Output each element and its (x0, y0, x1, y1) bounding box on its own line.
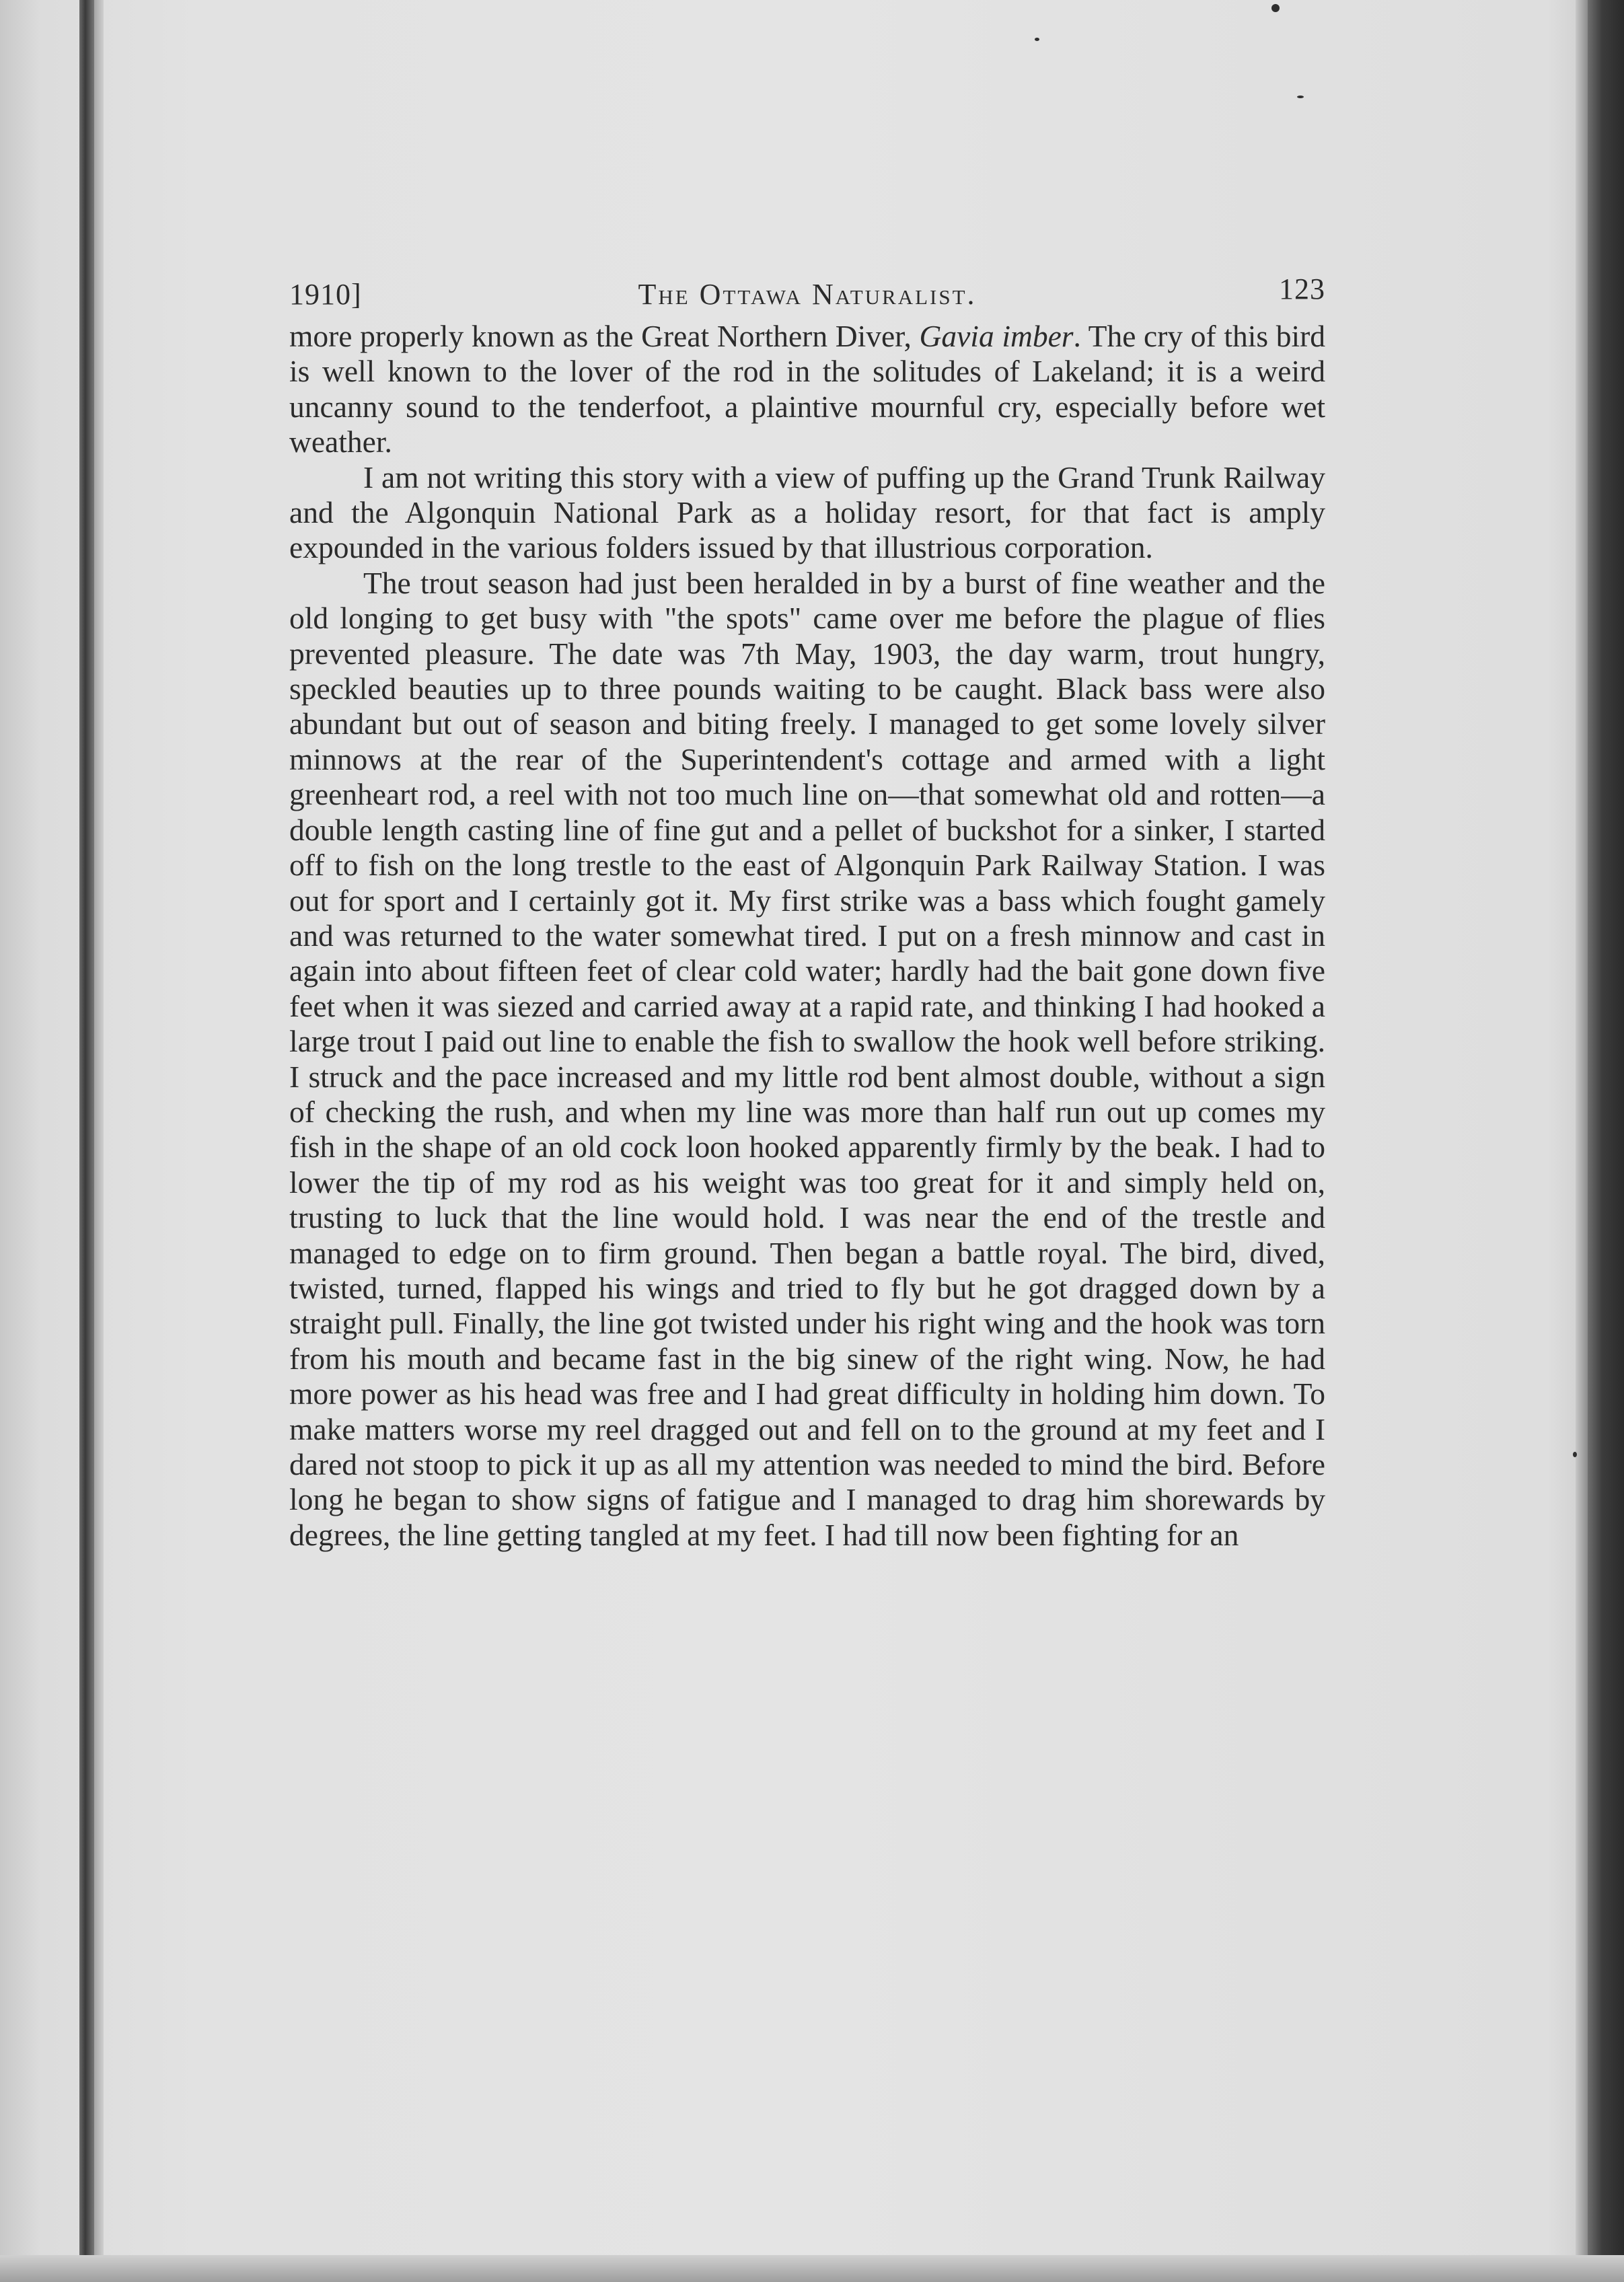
binding-edge-left (94, 0, 104, 2282)
dust-speck (1573, 1452, 1577, 1457)
binding-shadow-left (79, 0, 94, 2282)
paragraph: The trout season had just been heralded in by a burst of fine weather and the old longing to get busy with "the spots" came over me before the plague of flies prevented pleasure. The date was 7th May, 1903, the day warm, trout hungry, speckled beauties up to three pounds waiting to be caught. Black bass were also abundant but out of season and biting freely. I managed to get some lovely silver minnows at the rear of the Superintendent's cottage and armed with a light greenheart rod, a reel with not too much line on—that somewhat old and rotten—a double length casting line of fine gut and a pellet of buckshot for a sinker, I started off to fish on the long trestle to the east of Algonquin Park Railway Station. I was out for sport and I certainly got it. My first strike was a bass which fought gamely and was returned to the water somewhat tired. I put on a fresh minnow and cast in again into about fifteen feet of clear cold water; hardly had the bait gone down five feet when it was siezed and carried away at a rapid rate, and thinking I had hooked a large trout I paid out line to enable the fish to swallow the hook well before striking. I struck and the pace increased and my little rod bent almost double, without a sign of checking the rush, and when my line was more than half run out up comes my fish in the shape of an old cock loon hooked apparently firmly by the beak. I had to lower the tip of my rod as his weight was too great for it and simply held on, trusting to luck that the line would hold. I was near the end of the trestle and managed to edge on to firm ground. Then began a battle royal. The bird, dived, twisted, turned, flapped his wings and tried to fly but he got dragged down by a straight pull. Finally, the line got twisted under his right wing and the hook was torn from his mouth and became fast in the big sinew of the right wing. Now, he had more power as his head was free and I had great difficulty in holding him down. To make matters worse my reel dragged out and fell on to the ground at my feet and I dared not stoop to pick it up as all my attention was needed to mind the bird. Before long he began to show signs of fatigue and I managed to drag him shorewards by degrees, the line getting tangled at my feet. I had till now been fighting for an (289, 565, 1325, 1552)
running-head-year: 1910] (289, 278, 362, 311)
dust-speck (1035, 38, 1039, 41)
dust-speck (1271, 4, 1280, 12)
page-edge-shadow-right (1576, 0, 1588, 2282)
paragraph-text: . The cry of this bird is well known to the lover of the rod in the solitudes of Lakeland; it is a weird uncanny sound to the tenderfoot, a plaintive mournful cry, especially before wet weather. (289, 319, 1325, 459)
paragraph: I am not writing this story with a view of puffing up the Grand Trunk Railway and the Algonquin National Park as a holiday resort, for that fact is amply expounded in the various folders issued by that illustrious corporation. (289, 459, 1325, 565)
running-head (289, 269, 1325, 316)
book-page (289, 269, 1325, 1553)
page-number: 123 (1279, 272, 1325, 305)
body-text (289, 319, 1325, 1553)
paragraph (289, 319, 1325, 460)
dust-speck (1297, 96, 1304, 98)
species-name: Gavia imber (919, 319, 1074, 353)
page-edge-bottom (0, 2255, 1624, 2282)
running-head-title: The Ottawa Naturalist. (638, 278, 977, 311)
page-edge-right (1588, 0, 1624, 2282)
paragraph-text: more properly known as the Great Northern Diver, (289, 319, 920, 353)
